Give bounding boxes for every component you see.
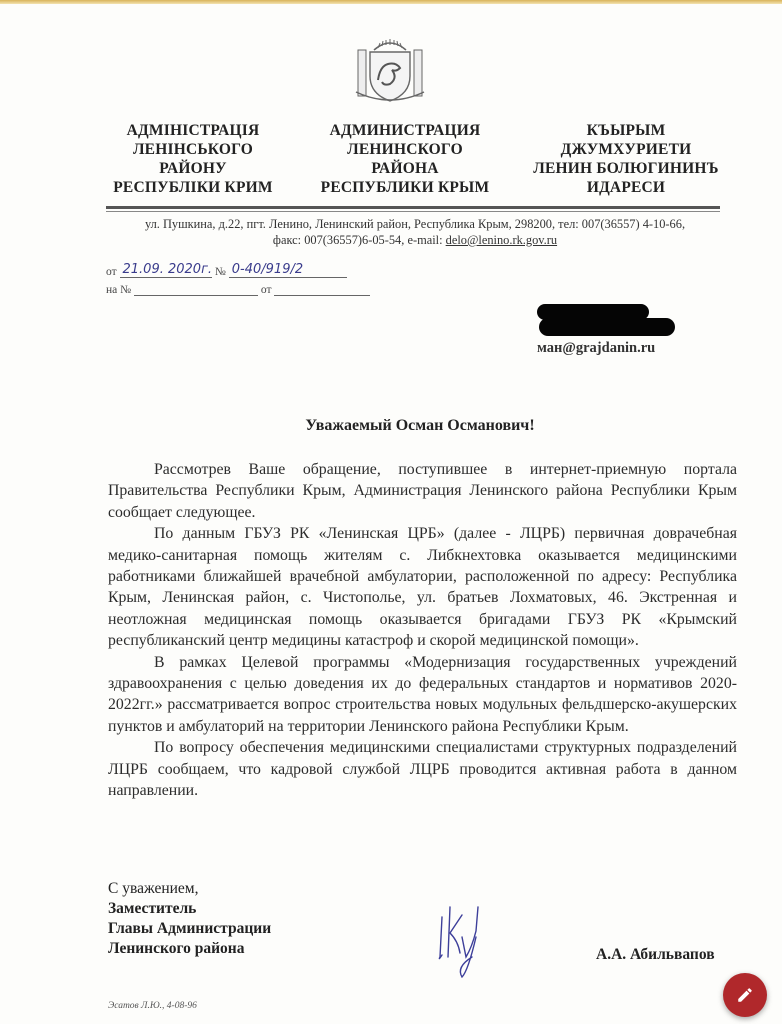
fax-text: факс: 007(36557)6-05-54, e-mail: bbox=[272, 233, 446, 247]
pencil-icon bbox=[736, 986, 754, 1004]
address-block bbox=[100, 216, 730, 248]
contact-line bbox=[100, 232, 730, 248]
redaction-mark bbox=[539, 318, 675, 336]
letter-body bbox=[108, 459, 737, 802]
number-label: № bbox=[214, 266, 226, 278]
header-line: ЛЕНИН БОЛЮГИНИНЪ bbox=[533, 160, 719, 177]
position-line: Ленинского района bbox=[108, 940, 245, 957]
salutation: Уважаемый Осман Османович! bbox=[305, 417, 535, 434]
position-line: Заместитель bbox=[108, 900, 197, 917]
header-line: РАЙОНУ bbox=[159, 160, 227, 177]
header-line: ДЖУМХУРИЕТИ bbox=[560, 141, 692, 158]
address-line: ул. Пушкина, д.22, пгт. Ленино, Ленинский район, Республика Крым, 298200, тел: 007(36557) 4-10-66, bbox=[144, 217, 686, 231]
header-line: РЕСПУБЛИКИ КРЫМ bbox=[320, 179, 490, 196]
header-russian bbox=[305, 121, 505, 197]
header-line: РАЙОНА bbox=[371, 160, 439, 177]
ref-number-field bbox=[134, 281, 258, 296]
closing-block bbox=[108, 879, 271, 959]
registration-outgoing bbox=[106, 263, 347, 278]
header-line: АДМИНИСТРАЦИЯ bbox=[329, 122, 481, 139]
header-line: ИДАРЕСИ bbox=[586, 179, 666, 196]
header-line: КЪЫРЫМ bbox=[586, 122, 666, 139]
position-line: Главы Администрации bbox=[108, 920, 272, 937]
edit-button[interactable] bbox=[723, 973, 767, 1017]
recipient-email: ман@grajdanin.ru bbox=[537, 340, 656, 356]
paragraph: По данным ГБУЗ РК «Ленинская ЦРБ» (далее - ЛЦРБ) первичная доврачебная медико-санитарная помощь жителям с. Либкнехтовка оказывается медицинскими работниками ближайшей врачебной амбулатории, расположенной по адресу: Республика Крым, Ленинская район, с. Чистополье, ул. братьев Лохматовых, 46. Экстренная и неотложная медицинская помощь оказывается бригадами ГБУЗ РК «Крымский республиканский центр медицины катастроф и скорой медицинской помощи». bbox=[108, 525, 737, 650]
number-value: 0-40/919/2 bbox=[231, 262, 304, 277]
ref-label: на № bbox=[106, 284, 132, 296]
date-field bbox=[120, 263, 213, 278]
from-label: от bbox=[106, 266, 117, 278]
header-line: ЛЕНІНСЬКОГО bbox=[132, 141, 254, 158]
number-field bbox=[229, 263, 347, 278]
signatory-name: А.А. Абильвапов bbox=[596, 946, 715, 963]
header-divider-thin bbox=[106, 211, 720, 212]
header-line: ЛЕНИНСКОГО bbox=[347, 141, 463, 158]
coat-of-arms-icon bbox=[352, 38, 428, 104]
date-value: 21.09. 2020г. bbox=[122, 262, 213, 277]
ref-from-label: от bbox=[260, 284, 272, 296]
paragraph: В рамках Целевой программы «Модернизация государственных учреждений здравоохранения с целью доведения их до федеральных стандартов и нормативов 2020-2022гг.» рассматривается вопрос строительства новых модульных фельдшерско-акушерских пунктов и амбулаторий на территории Ленинского района Республики Крым. bbox=[108, 653, 737, 735]
paragraph: Рассмотрев Ваше обращение, поступившее в интернет-приемную портала Правительства Республики Крым, Администрация Ленинского района Республики Крым сообщает следующее. bbox=[108, 461, 737, 521]
email-link[interactable]: delo@lenino.rk.gov.ru bbox=[445, 233, 558, 247]
ref-date-field bbox=[274, 281, 370, 296]
redacted-recipient bbox=[535, 300, 685, 336]
header-divider bbox=[106, 206, 720, 209]
header-crimean-tatar bbox=[520, 121, 732, 197]
header-ukrainian bbox=[100, 121, 286, 197]
top-status-bar bbox=[0, 0, 782, 4]
header-line: АДМІНІСТРАЦІЯ bbox=[126, 122, 260, 139]
handwritten-signature-icon bbox=[432, 897, 492, 979]
closing-phrase: С уважением, bbox=[108, 880, 199, 897]
header-line: РЕСПУБЛІКИ КРИМ bbox=[113, 179, 273, 196]
paragraph: По вопросу обеспечения медицинскими специалистами структурных подразделений ЛЦРБ сообщаем, что кадровой службой ЛЦРБ проводится активная работа в данном направлении. bbox=[108, 739, 737, 800]
registration-incoming bbox=[106, 281, 370, 296]
executor-note: Эсатов Л.Ю., 4-08-96 bbox=[108, 1001, 197, 1011]
